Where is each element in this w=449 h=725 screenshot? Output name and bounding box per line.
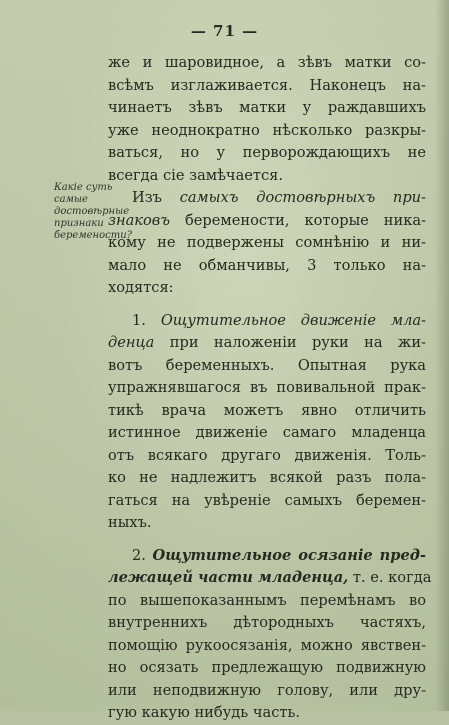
text-line: гаться на увѣреніе самыхъ беремен- [108,491,426,509]
item-title: Ощутительное осязаніе пред- [152,546,426,564]
margin-note: Какіе суть самые достовѣрные признаки беремености? [54,182,133,241]
item-title: Ощутительное движеніе мла- [160,311,426,329]
text-line [108,187,426,210]
text-line: кому не подвержены сомнѣнію и ни- [108,234,426,251]
text-line [108,210,426,233]
list-item-1 [108,310,426,535]
text-line: чинаетъ зѣвъ матки у раждавшихъ [108,99,426,116]
text-line: по вышепоказаннымъ перемѣнамъ во [108,591,426,609]
page-edge-shadow [435,0,449,711]
text-line: мало не обманчивы, 3 только на- [108,256,426,274]
line-text: т. е. когда [348,569,432,586]
line-text: при наложеніи руки на жи- [154,334,426,351]
item-number: 2. [132,546,153,564]
text-line: внутреннихъ дѣтородныхъ частяхъ, [108,614,426,631]
text-line: ходятся: [108,279,174,296]
text-line [108,332,426,355]
text-line: или неподвижную голову, или дру- [108,681,426,699]
text-line: гую какую нибудь часть. [108,704,301,721]
list-item-2 [108,545,432,725]
text-line: уже неоднократно нѣсколько разкры- [108,121,426,139]
page-number: — 71 — [190,22,259,40]
spacer [108,535,426,545]
text-line: же и шаровидное, а зѣвъ матки со- [108,54,426,71]
text-line: ваться, но у перворождающихъ не [108,144,426,161]
paragraph-1 [108,52,426,187]
text-line: ко не надлежитъ всякой разъ пола- [108,469,426,486]
item-title: денца [108,334,155,351]
emphasis-text: знаковъ [108,211,170,229]
text-line: упражнявшагося въ повивальной прак- [108,379,426,396]
text-line: отъ всякаго другаго движенія. Толь- [108,446,426,464]
text-line: но осязать предлежащую подвижную [108,659,426,676]
text-line: истинное движеніе самаго младенца [108,424,426,441]
text-line: помощію рукоосязанія, можно явствен- [108,636,426,654]
spacer [108,300,426,310]
emphasis-text: самыхъ достовѣрныхъ при- [179,189,426,206]
text-line: вотъ беременныхъ. Опытная рука [108,356,426,374]
text-line [108,545,426,568]
text-line [108,567,432,590]
text-line: всегда сіе замѣчается. [108,166,284,184]
main-text [108,52,432,725]
line-text: беремености, которые ника- [170,211,426,229]
paragraph-2 [108,187,426,300]
text-line: всѣмъ изглаживается. Наконецъ на- [108,76,426,94]
item-title: лежащей части младенца, [108,569,349,586]
text-line: ныхъ. [108,514,152,531]
text-line [108,310,426,333]
text-line: тикѣ врача можетъ явно отличить [108,401,426,419]
item-number: 1. [132,311,161,329]
paragraph-lead: Изъ [132,189,180,206]
